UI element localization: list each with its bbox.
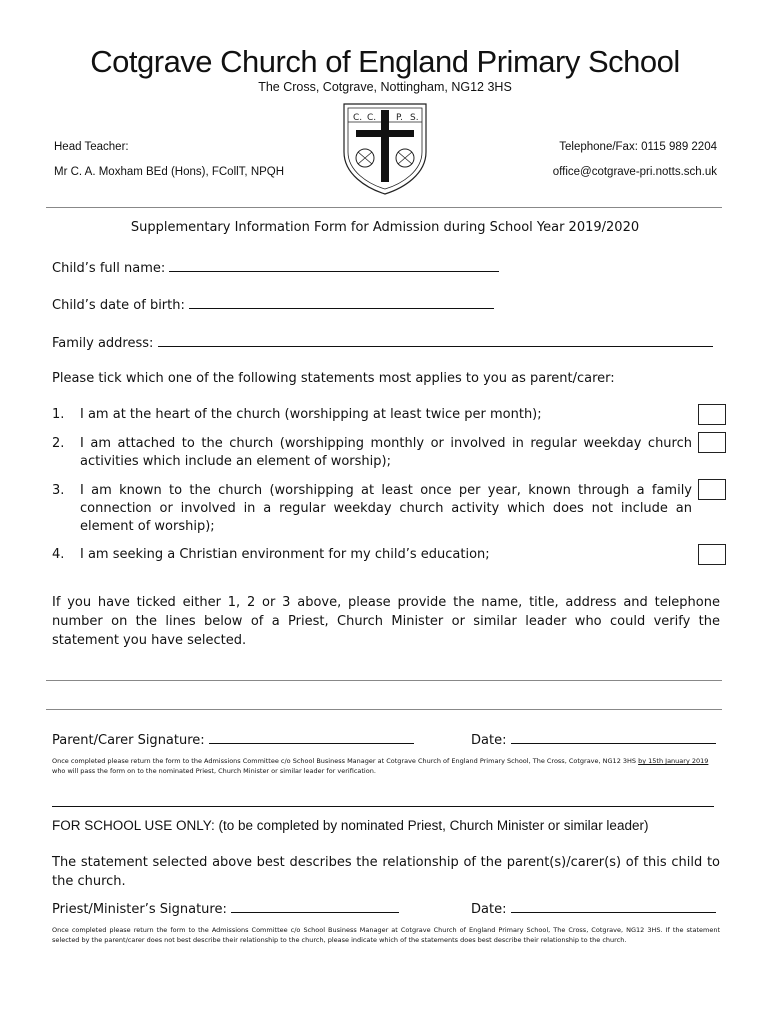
school-use-divider [52, 806, 714, 807]
school-crest-icon [338, 100, 432, 196]
child-dob-label: Child’s date of birth: [52, 298, 189, 313]
school-email[interactable]: office@cotgrave-pri.notts.sch.uk [552, 166, 717, 178]
parent-date-field[interactable] [511, 729, 716, 744]
child-name-label: Child’s full name: [52, 261, 170, 276]
return-note-part-2: who will pass the form on to the nominated Priest, Church Minister or similar leader for verification. [52, 767, 376, 775]
priest-signature-row [52, 898, 399, 919]
family-address-row [52, 332, 713, 353]
statement-1-checkbox[interactable] [698, 404, 726, 425]
crest-letter-4: S. [410, 113, 419, 123]
statement-3 [52, 482, 692, 536]
return-deadline: by 15th January 2019 [638, 757, 709, 765]
priest-date-field[interactable] [511, 898, 716, 913]
child-dob-field[interactable] [189, 294, 494, 309]
school-use-heading: FOR SCHOOL USE ONLY: (to be completed by nominated Priest, Church Minister or similar leader) [52, 818, 649, 833]
statement-2-number: 2. [52, 436, 65, 451]
statement-1 [52, 406, 692, 424]
statement-2-text: I am attached to the church (worshipping monthly or involved in regular weekday church activities which include an element of worship); [80, 436, 692, 469]
return-note-part-1: Once completed please return the form to the Admissions Committee c/o School Business Manager at Cotgrave Church of England Primary School, The Cross, Cotgrave, NG12 3HS [52, 757, 639, 765]
head-teacher-name: Mr C. A. Moxham BEd (Hons), FCollT, NPQH [54, 166, 285, 178]
parent-date-row [471, 729, 716, 750]
statement-4-checkbox[interactable] [698, 544, 726, 565]
family-address-label: Family address: [52, 336, 158, 351]
parent-signature-row [52, 729, 414, 750]
statement-3-number: 3. [52, 483, 65, 498]
priest-signature-label: Priest/Minister’s Signature: [52, 902, 231, 917]
head-teacher-label: Head Teacher: [54, 141, 129, 153]
statement-3-checkbox[interactable] [698, 479, 726, 500]
form-title: Supplementary Information Form for Admission during School Year 2019/2020 [130, 220, 640, 235]
verifier-line-1[interactable] [46, 680, 722, 681]
crest-letter-2: C. [367, 113, 377, 123]
statement-3-text: I am known to the church (worshipping at least once per year, known through a family connection or involved in a regular weekday church activity which does not include an element of worship); [80, 483, 692, 534]
school-use-statement: The statement selected above best describes the relationship of the parent(s)/carer(s) of this child to the church. [52, 855, 720, 889]
verify-instructions: If you have ticked either 1, 2 or 3 above, please provide the name, title, address and telephone number on the lines below of a Priest, Church Minister or similar leader who could verify the statement you have selected. [52, 595, 720, 648]
family-address-field[interactable] [158, 332, 713, 347]
priest-date-label: Date: [471, 902, 511, 917]
crest-letter-1: C. [353, 113, 363, 123]
statement-1-number: 1. [52, 407, 65, 422]
school-phone: Telephone/Fax: 0115 989 2204 [559, 141, 717, 153]
school-name: Cotgrave Church of England Primary School [90, 44, 680, 79]
statement-4 [52, 546, 692, 564]
school-use-return-note: Once completed please return the form to the Admissions Committee c/o School Business Manager at Cotgrave Church of England Primary School, The Cross, Cotgrave, NG12 3HS. If the statement selected by the parent/carer does not best describe their relationship to the church, please indicate which of the statements does best describe their relationship to the church. [52, 926, 720, 944]
parent-signature-field[interactable] [209, 729, 414, 744]
statement-1-text: I am at the heart of the church (worshipping at least twice per month); [80, 407, 542, 422]
statement-4-number: 4. [52, 547, 65, 562]
priest-signature-field[interactable] [231, 898, 399, 913]
header-divider [46, 207, 722, 208]
return-note [52, 756, 720, 776]
child-dob-row [52, 294, 494, 315]
statement-2 [52, 435, 692, 471]
tick-instruction: Please tick which one of the following statements most applies to you as parent/carer: [52, 371, 615, 386]
crest-letter-3: P. [396, 113, 403, 123]
child-name-field[interactable] [169, 257, 499, 272]
child-name-row [52, 257, 499, 278]
statement-2-checkbox[interactable] [698, 432, 726, 453]
school-address: The Cross, Cotgrave, Nottingham, NG12 3HS [258, 80, 512, 94]
parent-signature-label: Parent/Carer Signature: [52, 733, 209, 748]
statement-4-text: I am seeking a Christian environment for my child’s education; [80, 547, 490, 562]
verifier-line-2[interactable] [46, 709, 722, 710]
parent-date-label: Date: [471, 733, 511, 748]
priest-date-row [471, 898, 716, 919]
